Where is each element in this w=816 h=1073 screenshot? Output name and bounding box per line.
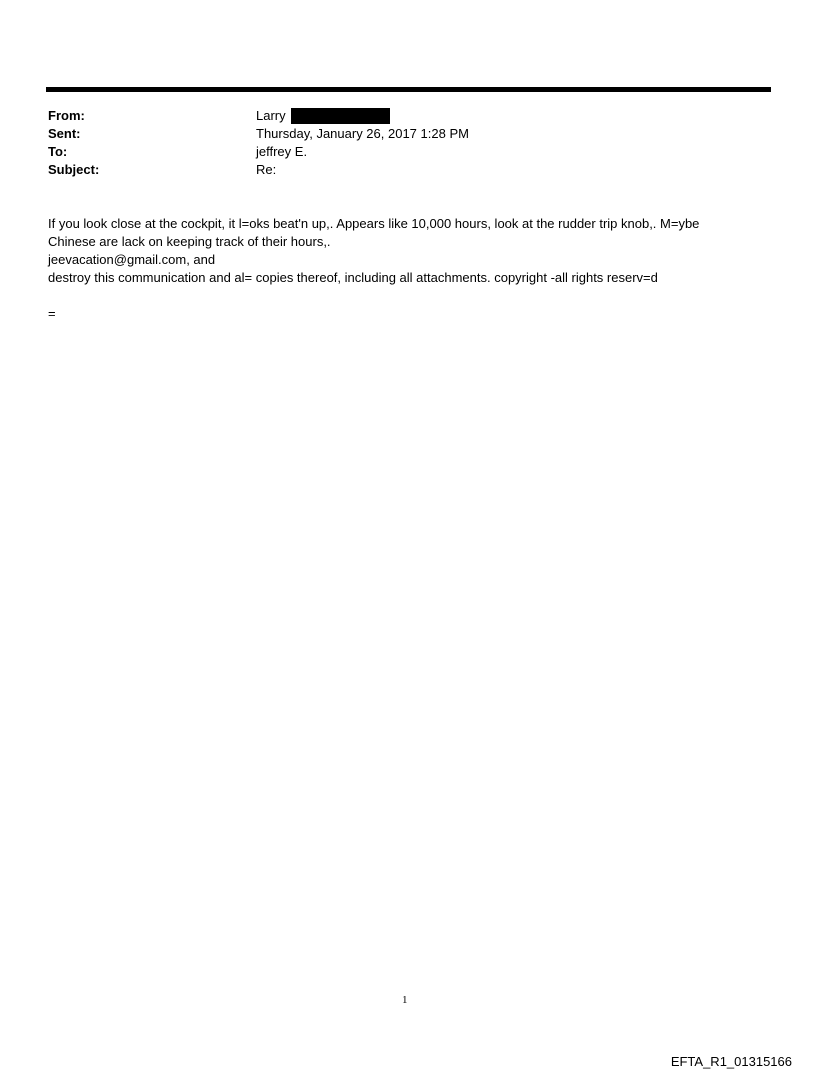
redaction-block [291,108,390,124]
header-divider [46,87,771,92]
from-value: Larry [256,108,286,123]
page-number: 1 [402,994,408,1006]
email-header [48,107,748,179]
to-value: jeffrey E. [256,144,308,159]
sent-row [48,125,748,143]
subject-row [48,161,748,179]
from-row [48,107,748,125]
to-label: To: [48,144,68,159]
body-line: jeevacation@gmail.com, and [48,252,216,267]
from-label: From: [48,108,85,123]
subject-label: Subject: [48,162,100,177]
sent-label: Sent: [48,126,81,141]
to-row [48,143,748,161]
body-line: Chinese are lack on keeping track of their hours,. [48,234,331,249]
email-body [48,215,768,287]
document-id: EFTA_R1_01315166 [670,1054,792,1069]
trailing-mark: = [48,306,56,321]
body-line: If you look close at the cockpit, it l=oks beat'n up,. Appears like 10,000 hours, look at the rudder trip knob,. M=ybe [48,216,700,231]
body-line: destroy this communication and al= copies thereof, including all attachments. copyright -all rights reserv=d [48,270,658,285]
from-value-wrap [256,107,390,125]
sent-value: Thursday, January 26, 2017 1:28 PM [256,126,469,141]
subject-value: Re: [256,162,277,177]
